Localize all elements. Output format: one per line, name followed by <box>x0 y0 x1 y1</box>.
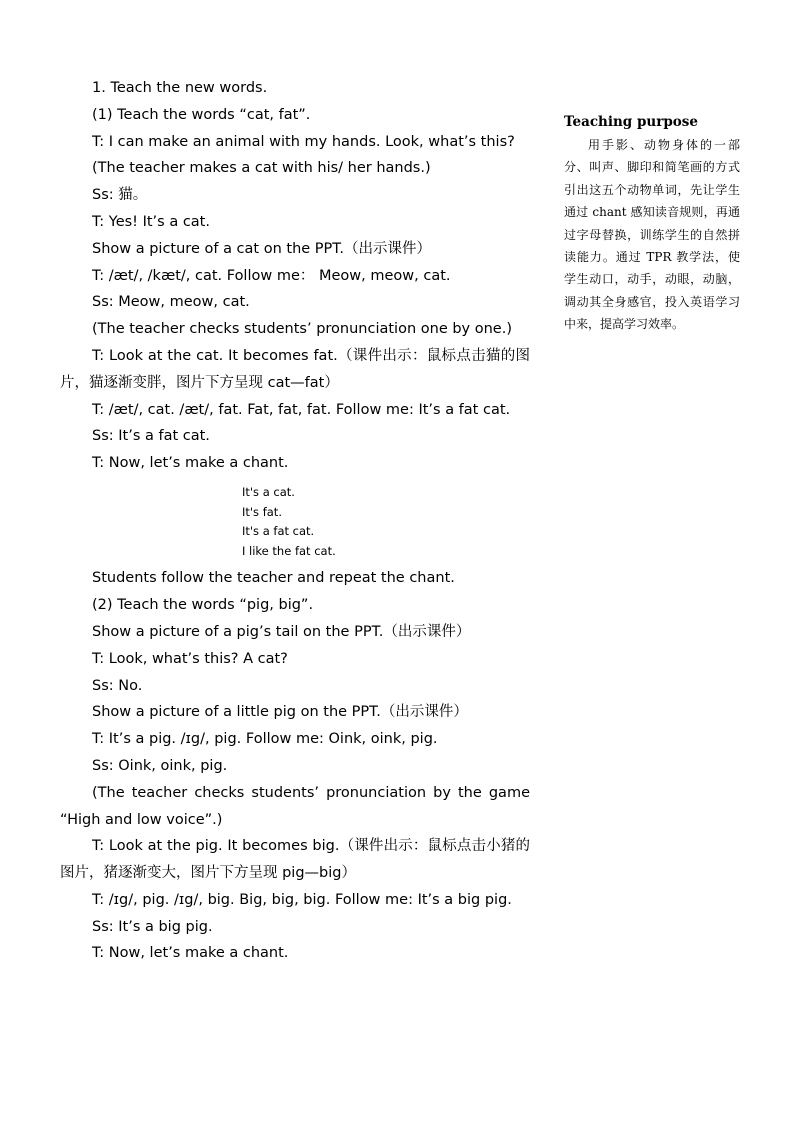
section-heading: 1. Teach the new words. <box>92 80 268 96</box>
stage-direction-paragraph <box>60 780 530 834</box>
dialogue-line: T: /æt/, /kæt/, cat. Follow me： Meow, meow, cat. <box>92 267 451 284</box>
subsection-heading: (1) Teach the words “cat, fat”. <box>92 106 311 123</box>
dialogue-line: T: Look, what’s this? A cat? <box>92 650 288 667</box>
instruction-line: Show a picture of a cat on the PPT.（出示课件） <box>92 240 432 257</box>
chant-line: It's fat. <box>242 504 282 519</box>
dialogue-line: T: Now, let’s make a chant. <box>92 945 289 962</box>
note-title: Teaching purpose <box>564 114 698 130</box>
chant-block <box>60 483 530 561</box>
dialogue-line: Ss: No. <box>92 677 143 694</box>
dialogue-line: T: It’s a pig. /ɪg/, pig. Follow me: Oink, oink, pig. <box>92 731 438 748</box>
dialogue-line: Ss: Meow, meow, cat. <box>92 294 250 311</box>
lesson-content <box>60 75 530 967</box>
instruction-line: Students follow the teacher and repeat the chant. <box>92 570 455 587</box>
dialogue-line: T: I can make an animal with my hands. Look, what’s this? <box>92 133 515 150</box>
chant-line: It's a cat. <box>242 484 295 499</box>
dialogue-line: T: /ɪg/, pig. /ɪg/, big. Big, big, big. Follow me: It’s a big pig. <box>92 891 512 908</box>
teaching-purpose-note <box>564 112 740 336</box>
chant-line: It's a fat cat. <box>242 524 315 539</box>
dialogue-line: T: Yes! It’s a cat. <box>92 213 210 230</box>
dialogue-line: Ss: It’s a big pig. <box>92 918 213 935</box>
dialogue-paragraph <box>60 833 530 887</box>
stage-direction-text: (The teacher checks students’ pronunciation by the game “High and low voice”.) <box>60 784 530 828</box>
instruction-line: Show a picture of a little pig on the PPT.（出示课件） <box>92 704 468 721</box>
dialogue-paragraph <box>60 343 530 397</box>
dialogue-text: T: Look at the pig. It becomes big.（课件出示：鼠标点击小猪的图片，猪逐渐变大，图片下方呈现 pig—big） <box>60 838 530 882</box>
note-body: 用手影、动物身体的一部分、叫声、脚印和简笔画的方式引出这五个动物单词，先让学生通过 chant 感知读音规则，再通过字母替换，训练学生的自然拼读能力。通过 TPR 教学法，使学生动口，动手，动眼，动脑，调动其全身感官，投入英语学习中来，提高学习效率。 <box>564 138 740 332</box>
dialogue-line: T: Now, let’s make a chant. <box>92 455 289 472</box>
dialogue-line: Ss: Oink, oink, pig. <box>92 757 228 774</box>
dialogue-line: Ss: It’s a fat cat. <box>92 428 210 445</box>
dialogue-line: Ss: 猫。 <box>92 187 148 204</box>
instruction-line: Show a picture of a pig’s tail on the PPT.（出示课件） <box>92 623 471 640</box>
dialogue-text: T: Look at the cat. It becomes fat.（课件出示：鼠标点击猫的图片，猫逐渐变胖，图片下方呈现 cat—fat） <box>60 347 530 391</box>
subsection-heading: (2) Teach the words “pig, big”. <box>92 597 314 614</box>
stage-direction: (The teacher makes a cat with his/ her hands.) <box>92 160 431 177</box>
dialogue-text: T: /æt/, cat. /æt/, fat. Fat, fat, fat. Follow me: It’s a fat cat. <box>92 401 511 418</box>
chant-line: I like the fat cat. <box>242 543 336 558</box>
stage-direction: (The teacher checks students’ pronunciation one by one.) <box>92 321 512 338</box>
dialogue-paragraph <box>60 397 530 424</box>
